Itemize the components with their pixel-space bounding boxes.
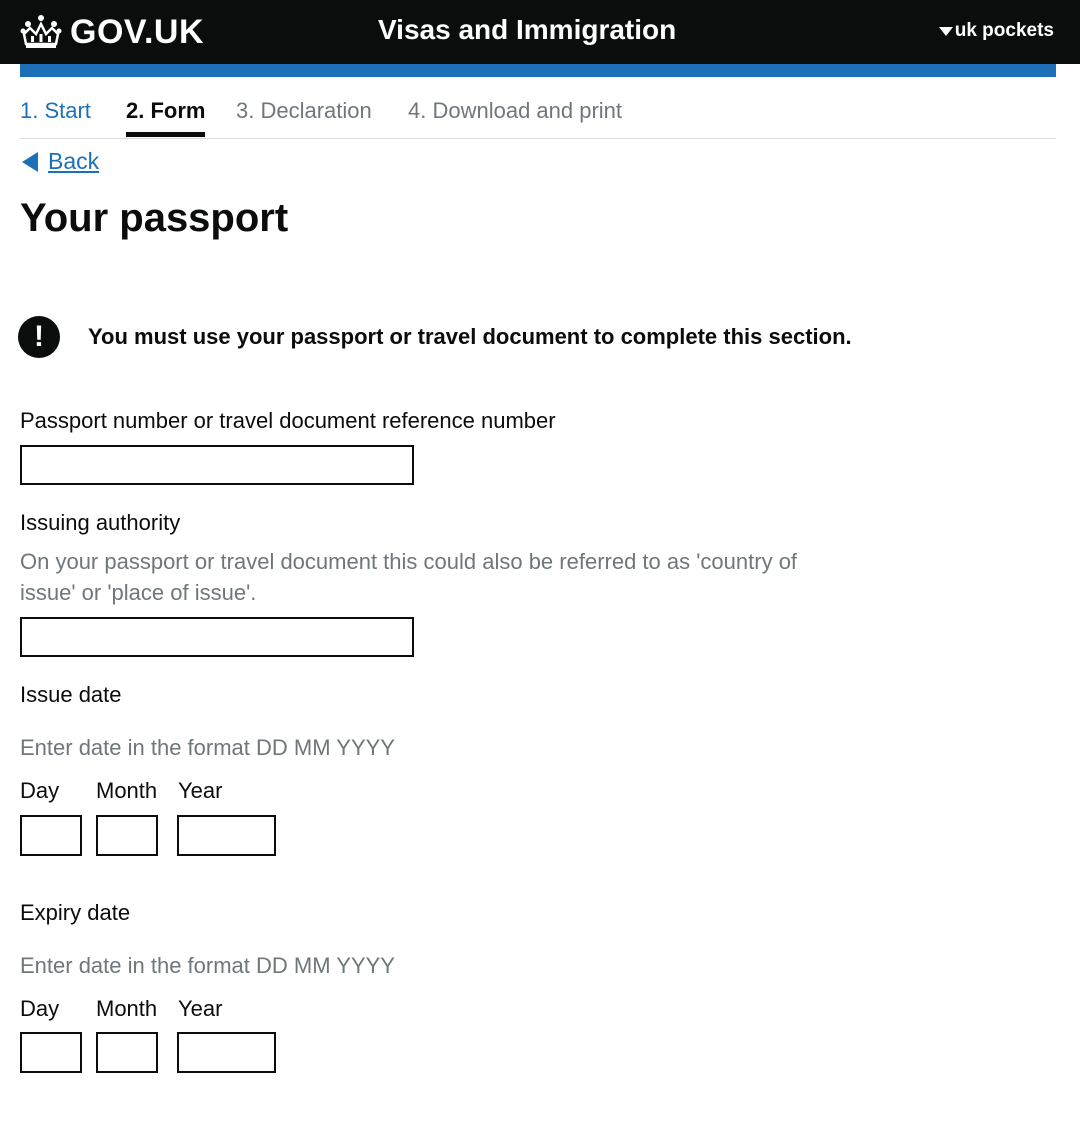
expiry-day-label: Day [20, 996, 60, 1021]
page-title: Your passport [20, 196, 289, 240]
user-menu[interactable] [939, 20, 1054, 42]
back-arrow-icon [22, 152, 38, 172]
caret-down-icon [939, 27, 953, 36]
issue-month-input[interactable] [96, 815, 158, 856]
issue-day-label: Day [20, 778, 60, 803]
step-declaration: 3. Declaration [236, 98, 372, 123]
issuing-authority-label: Issuing authority [20, 510, 181, 535]
issue-date-hint: Enter date in the format DD MM YYYY [20, 735, 395, 760]
issue-month-label: Month [96, 778, 158, 803]
step-start[interactable]: 1. Start [20, 98, 91, 123]
issuing-authority-hint: On your passport or travel document this could also be referred to as 'country of issue' or 'place of issue'. [20, 549, 798, 605]
expiry-date-label: Expiry date [20, 900, 131, 925]
warning-message: You must use your passport or travel document to complete this section. [88, 324, 852, 349]
back-link[interactable] [22, 148, 99, 175]
issue-year-input[interactable] [177, 815, 276, 856]
user-menu-label: uk pockets [954, 20, 1054, 41]
header-accent-bar [20, 64, 1056, 77]
warning-text [18, 316, 852, 358]
expiry-date-hint: Enter date in the format DD MM YYYY [20, 953, 395, 978]
issue-year-label: Year [178, 778, 223, 803]
step-form: 2. Form [126, 98, 206, 123]
passport-number-label: Passport number or travel document reference number [20, 408, 556, 433]
expiry-month-label: Month [96, 996, 158, 1021]
issuing-authority-input[interactable] [20, 617, 414, 657]
logo-text: GOV.UK [70, 12, 205, 51]
govuk-logo-link[interactable] [20, 12, 204, 52]
expiry-year-label: Year [178, 996, 223, 1021]
expiry-month-input[interactable] [96, 1032, 158, 1073]
step-navigation [20, 98, 1056, 139]
expiry-year-input[interactable] [177, 1032, 276, 1073]
expiry-day-input[interactable] [20, 1032, 82, 1073]
service-name[interactable]: Visas and Immigration [378, 14, 677, 45]
issue-day-input[interactable] [20, 815, 82, 856]
step-download-print: 4. Download and print [408, 98, 623, 123]
header-bar [0, 0, 1080, 64]
crown-icon [20, 14, 62, 50]
back-link-label: Back [48, 148, 100, 174]
passport-number-input[interactable] [20, 445, 414, 485]
warning-icon: ! [18, 316, 60, 358]
issue-date-label: Issue date [20, 682, 122, 707]
